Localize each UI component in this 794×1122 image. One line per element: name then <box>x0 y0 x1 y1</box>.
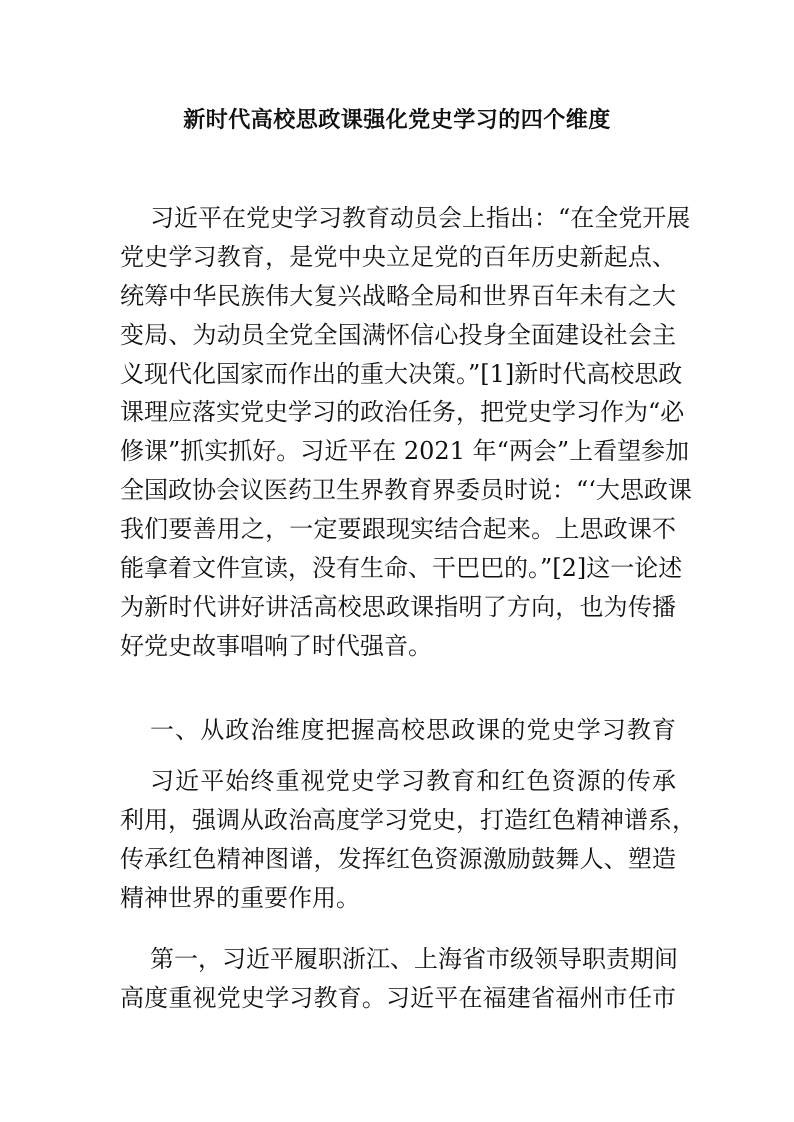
section-heading-text: 一、从政治维度把握高校思政课的党史学习教育 <box>150 716 676 744</box>
paragraph-line: 课理应落实党史学习的政治任务，把党史学习作为“必 <box>120 398 685 427</box>
section-heading-1 <box>120 711 676 750</box>
paragraph-line: 能拿着文件宣读，没有生命、干巴巴的。”[2]这一论述 <box>120 554 683 583</box>
paragraph-line: 我们要善用之，一定要跟现实结合起来。上思政课不 <box>120 515 676 544</box>
paragraph-line: 精神世界的重要作用。 <box>120 883 360 912</box>
paragraph-intro <box>120 199 692 666</box>
paragraph-line: 全国政协会议医药卫生界教育界委员时说：“‘大思政课 <box>120 476 692 505</box>
paragraph-line: 为新时代讲好讲活高校思政课指明了方向，也为传播 <box>120 592 676 621</box>
paragraph-line: 高度重视党史学习教育。习近平在福建省福州市任市 <box>120 983 676 1012</box>
paragraph-line: 习近平在党史学习教育动员会上指出：“在全党开展 <box>150 204 691 232</box>
paragraph-line: 好党史故事唱响了时代强音。 <box>120 631 432 660</box>
paragraph-line: 党史学习教育，是党中央立足党的百年历史新起点、 <box>120 242 676 271</box>
paragraph-section-1-intro <box>120 762 696 918</box>
paragraph-line: 第一，习近平履职浙江、上海省市级领导职责期间 <box>150 945 678 973</box>
paragraph-line: 统筹中华民族伟大复兴战略全局和世界百年未有之大 <box>120 281 676 310</box>
paragraph-line: 传承红色精神图谱，发挥红色资源激励鼓舞人、塑造 <box>120 844 676 873</box>
paragraph-line: 修课”抓实抓好。习近平在 2021 年“两会”上看望参加 <box>120 437 690 466</box>
document-title: 新时代高校思政课强化党史学习的四个维度 <box>183 108 611 133</box>
paragraph-line: 义现代化国家而作出的重大决策。”[1]新时代高校思政 <box>120 359 683 388</box>
paragraph-line: 变局、为动员全党全国满怀信心投身全面建设社会主 <box>120 320 676 349</box>
paragraph-line: 习近平始终重视党史学习教育和红色资源的传承 <box>150 767 676 795</box>
paragraph-line: 利用，强调从政治高度学习党史，打造红色精神谱系， <box>120 805 696 834</box>
paragraph-section-1-first <box>120 940 676 1018</box>
